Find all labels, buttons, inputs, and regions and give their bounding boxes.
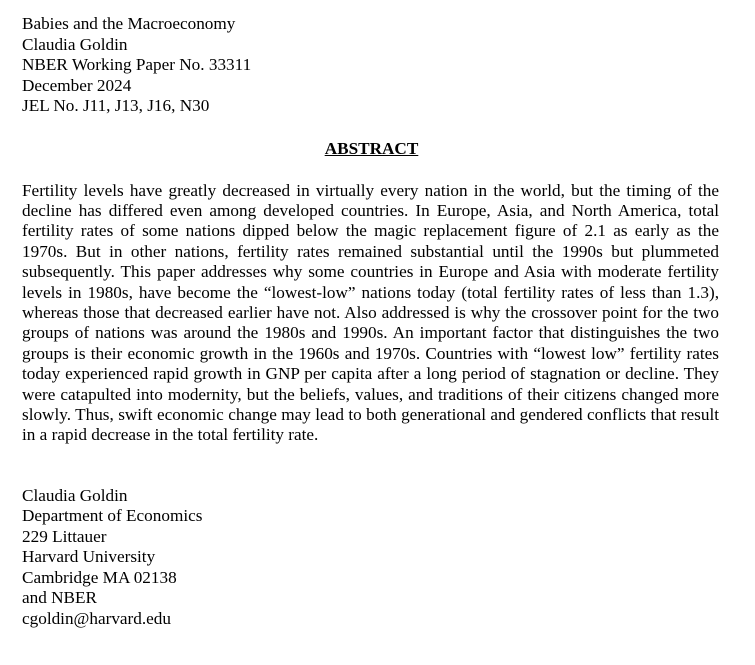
working-paper-number: NBER Working Paper No. 33311 bbox=[22, 55, 252, 74]
author-contact-block bbox=[22, 486, 719, 630]
publication-date: December 2024 bbox=[22, 75, 132, 95]
contact-department: Department of Economics bbox=[22, 506, 203, 526]
paper-title: Babies and the Macroeconomy bbox=[22, 14, 236, 33]
contact-university: Harvard University bbox=[22, 547, 156, 567]
abstract-heading: ABSTRACT bbox=[324, 138, 419, 158]
contact-name: Claudia Goldin bbox=[22, 485, 128, 505]
contact-affiliation: and NBER bbox=[22, 588, 97, 608]
contact-building: 229 Littauer bbox=[22, 526, 107, 546]
abstract-text: Fertility levels have greatly decreased in virtually every nation in the world, but the timing of the decline has differed even among developed countries. In Europe, Asia, and North America, total fertility rates of some nations dipped below the magic replacement figure of 2.1 as early as the 1970s. But in other nations, fertility rates remained substantial until the 1990s but plummeted subsequently. This paper addresses why some countries in Europe and Asia with moderate fertility levels in 1980s, have become the “lowest-low” nations today (total fertility rates of less than 1.3), whereas those that decreased earlier have not. Also addressed is why the crossover point for the two groups of nations was around the 1980s and 1990s. An important factor that distinguishes the two groups is their economic growth in the 1960s and 1970s. Countries with “lowest low” fertility rates today experienced rapid growth in GNP per capita after a long period of stagnation or decline. They were catapulted into modernity, but the beliefs, values, and traditions of their citizens changed more slowly. Thus, swift economic change may lead to both generational and gendered conflicts that result in a rapid decrease in the total fertility rate. bbox=[22, 180, 719, 445]
contact-city: Cambridge MA 02138 bbox=[22, 567, 177, 587]
paper-header bbox=[22, 14, 719, 117]
author-name: Claudia Goldin bbox=[22, 34, 128, 54]
jel-codes: JEL No. J11, J13, J16, N30 bbox=[22, 96, 210, 115]
contact-email[interactable]: cgoldin@harvard.edu bbox=[22, 608, 171, 628]
paper-page bbox=[22, 14, 719, 629]
